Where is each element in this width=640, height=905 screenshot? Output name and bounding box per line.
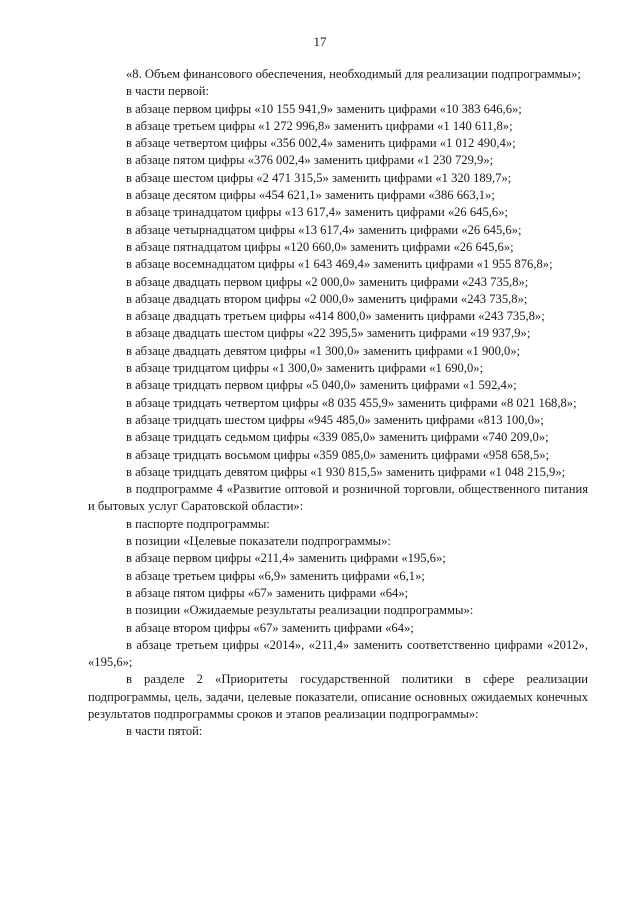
paragraph: в позиции «Ожидаемые результаты реализации подпрограммы»: [126,603,474,618]
paragraph: в абзаце тридцать шестом цифры «945 485,0» заменить цифрами «813 100,0»; [126,412,544,427]
paragraph: в абзаце двадцать первом цифры «2 000,0» заменить цифрами «243 735,8»; [126,274,529,289]
page-number: 17 [313,34,327,49]
paragraph: в абзаце третьем цифры «1 272 996,8» заменить цифрами «1 140 611,8»; [126,118,513,133]
paragraph: в позиции «Целевые показатели подпрограммы»: [126,534,391,549]
paragraph: в абзаце тридцатом цифры «1 300,0» заменить цифрами «1 690,0»; [126,361,484,376]
paragraph-section-2: в разделе 2 «Приоритеты государственной политики в сфере реализации подпрограммы, цель, задачи, целевые показатели, описание основных ожидаемых конечных результатов подпрограммы сроков и этапов реализации подпрограммы»: [88,672,588,721]
paragraph: в абзаце пятом цифры «67» заменить цифрами «64»; [126,585,409,600]
paragraph: в части первой: [126,84,210,99]
document-body [88,66,588,741]
paragraph: в абзаце тридцать четвертом цифры «8 035 455,9» заменить цифрами «8 021 168,8»; [126,395,577,410]
paragraph: в абзаце первом цифры «211,4» заменить цифрами «195,6»; [126,551,446,566]
paragraph: в паспорте подпрограммы: [126,516,270,531]
paragraph: в абзаце четырнадцатом цифры «13 617,4» заменить цифрами «26 645,6»; [126,222,522,237]
paragraph: в абзаце двадцать шестом цифры «22 395,5» заменить цифрами «19 937,9»; [126,326,531,341]
paragraph: в абзаце четвертом цифры «356 002,4» заменить цифрами «1 012 490,4»; [126,136,516,151]
paragraph: в абзаце шестом цифры «2 471 315,5» заменить цифрами «1 320 189,7»; [126,170,512,185]
paragraph: в абзаце двадцать втором цифры «2 000,0» заменить цифрами «243 735,8»; [126,291,528,306]
paragraph-subprogram-4: в подпрограмме 4 «Развитие оптовой и розничной торговли, общественного питания и бытовых услуг Саратовской области»: [88,482,588,514]
paragraph: в абзаце третьем цифры «6,9» заменить цифрами «6,1»; [126,568,425,583]
paragraph: в абзаце пятнадцатом цифры «120 660,0» заменить цифрами «26 645,6»; [126,239,514,254]
paragraph: в части пятой: [126,724,203,739]
paragraph: в абзаце двадцать девятом цифры «1 300,0» заменить цифрами «1 900,0»; [126,343,521,358]
paragraph-section-title: «8. Объем финансового обеспечения, необходимый для реализации подпрограммы»; [126,67,581,81]
paragraph: в абзаце втором цифры «67» заменить цифрами «64»; [126,620,414,635]
paragraph: в абзаце первом цифры «10 155 941,9» заменить цифрами «10 383 646,6»; [126,101,522,116]
paragraph: в абзаце третьем цифры «2014», «211,4» заменить соответственно цифрами «2012», «195,6»; [88,637,588,670]
paragraph: в абзаце пятом цифры «376 002,4» заменить цифрами «1 230 729,9»; [126,153,494,168]
paragraph: в абзаце тридцать восьмом цифры «359 085,0» заменить цифрами «958 658,5»; [126,447,550,462]
paragraph: в абзаце тридцать первом цифры «5 040,0» заменить цифрами «1 592,4»; [126,378,517,393]
paragraph: в абзаце двадцать третьем цифры «414 800,0» заменить цифрами «243 735,8»; [126,309,545,324]
paragraph: в абзаце тринадцатом цифры «13 617,4» заменить цифрами «26 645,6»; [126,205,508,220]
paragraph: в абзаце восемнадцатом цифры «1 643 469,4» заменить цифрами «1 955 876,8»; [126,257,553,272]
paragraph: в абзаце десятом цифры «454 621,1» заменить цифрами «386 663,1»; [126,188,495,203]
paragraph: в абзаце тридцать седьмом цифры «339 085,0» заменить цифрами «740 209,0»; [126,430,549,445]
paragraph: в абзаце тридцать девятом цифры «1 930 815,5» заменить цифрами «1 048 215,9»; [126,464,566,479]
